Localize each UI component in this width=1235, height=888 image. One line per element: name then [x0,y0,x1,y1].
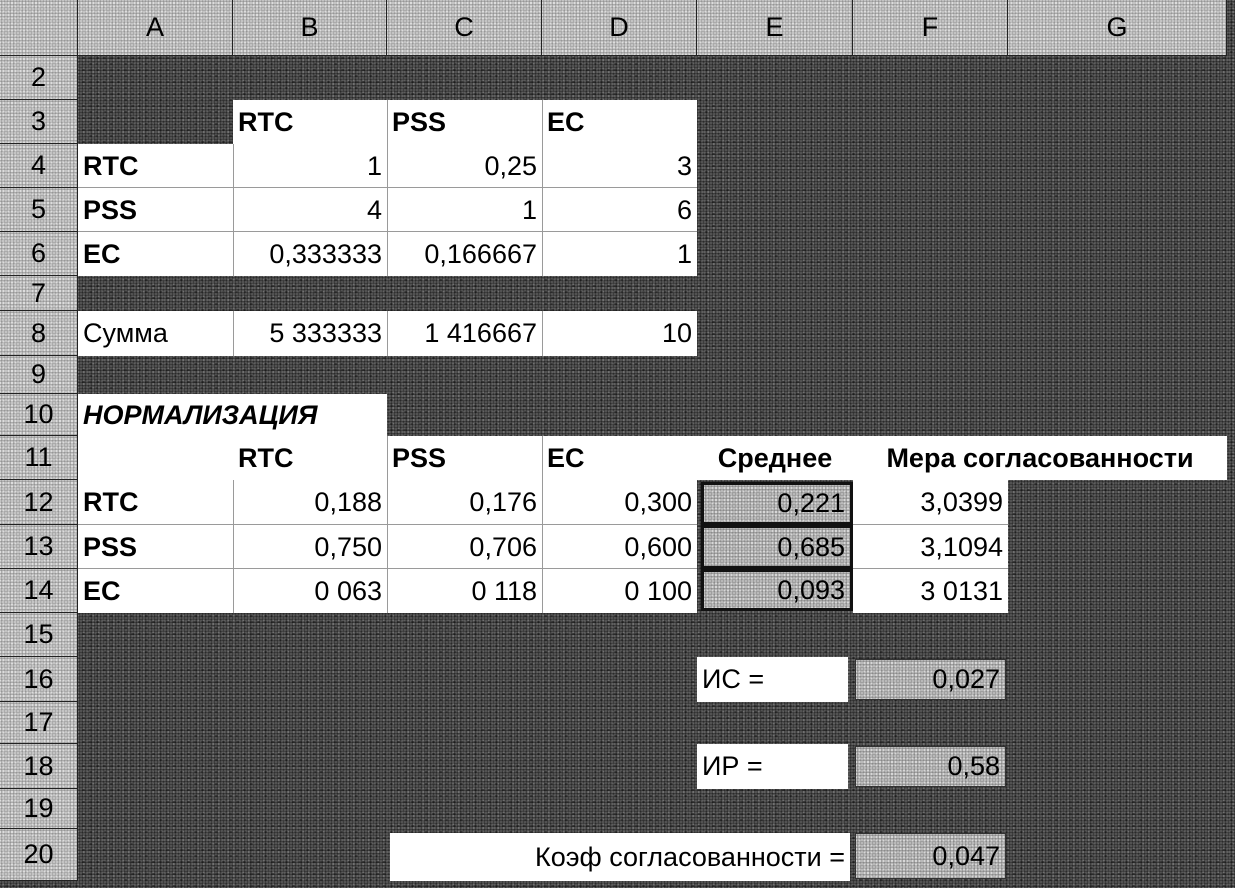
gridline [78,524,697,525]
ri-label[interactable]: ИР = [697,744,848,789]
gridline [78,568,697,569]
matrix-cell[interactable]: 3 [542,144,697,188]
matrix-cell[interactable]: 0,25 [387,144,542,188]
matrix-row-label-rtc[interactable]: RTC [78,144,233,188]
row-header-10[interactable]: 10 [0,394,78,436]
cr-label[interactable]: Коэф согласованности = [390,833,850,881]
average-cell[interactable]: 0,221 [701,482,853,525]
norm-header-pss[interactable]: PSS [387,436,542,480]
matrix-cell[interactable]: 1 [542,232,697,276]
norm-cell[interactable]: 0,188 [233,480,387,525]
row-header-15[interactable]: 15 [0,613,78,657]
norm-cell[interactable]: 0,750 [233,525,387,569]
row-header-14[interactable]: 14 [0,569,78,613]
column-header-a[interactable]: A [78,0,233,56]
column-header-f[interactable]: F [853,0,1008,56]
average-cell[interactable]: 0,685 [701,525,853,569]
gridline [542,311,543,356]
gridline [853,568,1008,569]
consistency-cell[interactable]: 3,0399 [853,480,1008,525]
gridline [233,480,234,613]
consistency-cell[interactable]: 3,1094 [853,525,1008,569]
normalization-title[interactable]: НОРМАЛИЗАЦИЯ [78,394,387,436]
gridline [233,144,234,276]
norm-cell[interactable]: 0,706 [387,525,542,569]
select-all-corner[interactable] [0,0,78,56]
row-header-17[interactable]: 17 [0,702,78,744]
norm-cell[interactable]: 0 063 [233,569,387,613]
row-header-12[interactable]: 12 [0,480,78,525]
norm-row-label-rtc[interactable]: RTC [78,480,233,525]
row-header-3[interactable]: 3 [0,100,78,144]
gridline [387,311,388,356]
consistency-header[interactable]: Мера согласованности [853,436,1227,480]
row-header-13[interactable]: 13 [0,525,78,569]
matrix-header-ec[interactable]: EC [542,100,697,144]
gridline [78,187,697,188]
matrix-cell[interactable]: 0,166667 [387,232,542,276]
column-header-e[interactable]: E [697,0,853,56]
matrix-cell[interactable]: 1 [387,188,542,232]
matrix-header-pss[interactable]: PSS [387,100,542,144]
row-header-7[interactable]: 7 [0,276,78,311]
column-header-b[interactable]: B [233,0,387,56]
row-header-20[interactable]: 20 [0,829,78,881]
row-header-11[interactable]: 11 [0,436,78,480]
cr-value[interactable]: 0,047 [855,833,1006,879]
norm-header-ec[interactable]: EC [542,436,697,480]
matrix-cell[interactable]: 4 [233,188,387,232]
matrix-row-label-pss[interactable]: PSS [78,188,233,232]
matrix-row-label-ec[interactable]: EC [78,232,233,276]
matrix-cell[interactable]: 0,333333 [233,232,387,276]
matrix-header-rtc[interactable]: RTC [233,100,387,144]
gridline [387,100,388,276]
sum-cell[interactable]: 5 333333 [233,311,387,356]
norm-cell[interactable]: 0 118 [387,569,542,613]
norm-cell[interactable]: 0,600 [542,525,697,569]
row-header-8[interactable]: 8 [0,311,78,356]
gridline [853,524,1008,525]
average-cell[interactable]: 0,093 [701,569,853,611]
norm-cell[interactable]: 0 100 [542,569,697,613]
norm-row-label-pss[interactable]: PSS [78,525,233,569]
gridline [233,311,234,356]
norm-header-rtc[interactable]: RTC [233,436,387,480]
sum-cell[interactable]: 10 [542,311,697,356]
row-header-16[interactable]: 16 [0,657,78,702]
average-header[interactable]: Среднее [697,436,853,480]
consistency-cell[interactable]: 3 0131 [853,569,1008,613]
column-header-c[interactable]: C [387,0,542,56]
row-header-5[interactable]: 5 [0,188,78,232]
row-header-19[interactable]: 19 [0,789,78,829]
norm-cell[interactable]: 0,176 [387,480,542,525]
sum-cell[interactable]: 1 416667 [387,311,542,356]
matrix-cell[interactable]: 1 [233,144,387,188]
column-header-g[interactable]: G [1008,0,1227,56]
row-header-6[interactable]: 6 [0,232,78,276]
ci-value[interactable]: 0,027 [855,659,1006,700]
ci-label[interactable]: ИС = [697,657,848,702]
matrix-cell[interactable]: 6 [542,188,697,232]
norm-row-label-ec[interactable]: EC [78,569,233,613]
sum-label[interactable]: Сумма [78,311,233,356]
row-header-18[interactable]: 18 [0,744,78,789]
row-header-4[interactable]: 4 [0,144,78,188]
row-header-2[interactable]: 2 [0,56,78,100]
row-header-9[interactable]: 9 [0,356,78,394]
column-header-d[interactable]: D [542,0,697,56]
norm-cell[interactable]: 0,300 [542,480,697,525]
gridline [78,231,697,232]
normalization-corner-cell[interactable] [78,436,233,480]
gridline [542,100,543,276]
ri-value[interactable]: 0,58 [855,746,1006,787]
